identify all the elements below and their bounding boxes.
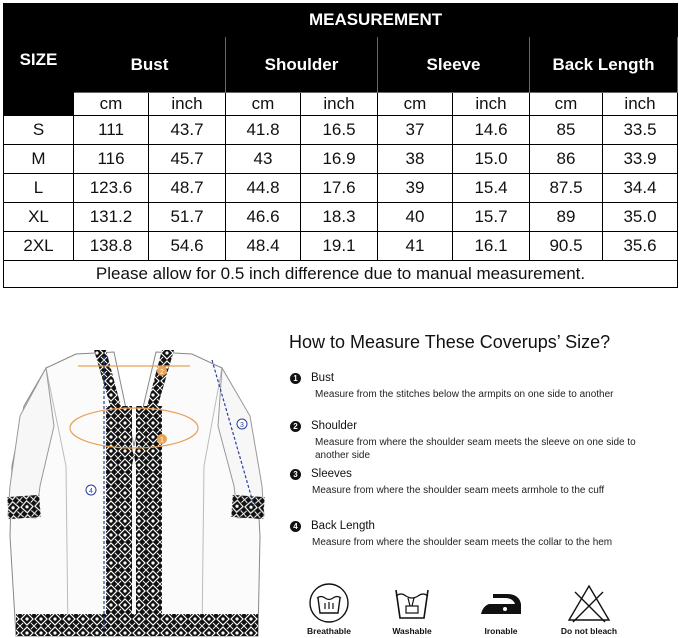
measurement-cell: 37: [378, 116, 453, 145]
measurement-cell: 39: [378, 174, 453, 203]
measurement-cell: 15.4: [453, 174, 530, 203]
marker-1: 1: [160, 437, 164, 444]
washing-tub-icon: [388, 582, 436, 624]
number-badge: 4: [290, 521, 301, 532]
measurement-cell: 41: [378, 232, 453, 261]
guide-item-bust: [290, 372, 675, 401]
measurement-cell: 15.0: [453, 145, 530, 174]
measurement-cell: 111: [74, 116, 149, 145]
measurement-cell: 45.7: [149, 145, 226, 174]
size-label: XL: [4, 203, 74, 232]
measurement-cell: 85: [530, 116, 603, 145]
guide-item-shoulder: [290, 420, 675, 462]
measurement-cell: 46.6: [226, 203, 301, 232]
guide-item-desc: Measure from where the shoulder seam meets armhole to the cuff: [312, 485, 605, 496]
guide-item-title: Back Length: [311, 520, 375, 532]
marker-2: 2: [160, 369, 164, 376]
table-row: [4, 203, 678, 232]
measurement-cell: 54.6: [149, 232, 226, 261]
measurement-cell: 87.5: [530, 174, 603, 203]
measurement-cell: 16.5: [301, 116, 378, 145]
table-row: [4, 232, 678, 261]
measurement-cell: 15.7: [453, 203, 530, 232]
guide-item-desc: Measure from the stitches below the armpits on one side to another: [315, 389, 614, 400]
size-label: 2XL: [4, 232, 74, 261]
care-label: Washable: [392, 626, 432, 636]
measurement-cell: 123.6: [74, 174, 149, 203]
measurement-cell: 48.7: [149, 174, 226, 203]
guide-item-back-length: [290, 520, 675, 549]
unit-header: cm: [74, 93, 149, 116]
measurement-cell: 43.7: [149, 116, 226, 145]
care-label: Do not bleach: [560, 626, 618, 636]
care-washable: [380, 582, 444, 636]
measurement-cell: 86: [530, 145, 603, 174]
unit-header: inch: [603, 93, 678, 116]
size-label: M: [4, 145, 74, 174]
unit-header: inch: [453, 93, 530, 116]
measurement-cell: 44.8: [226, 174, 301, 203]
measurement-cell: 131.2: [74, 203, 149, 232]
guide-item-title: Sleeves: [311, 468, 352, 480]
unit-header: cm: [378, 93, 453, 116]
size-label: L: [4, 174, 74, 203]
guide-item-desc: Measure from where the shoulder seam meets the collar to the hem: [312, 537, 613, 548]
unit-header: cm: [226, 93, 301, 116]
coverup-illustration: [6, 346, 268, 638]
measurement-note: Please allow for 0.5 inch difference due to manual measurement.: [4, 261, 678, 288]
measurement-cell: 18.3: [301, 203, 378, 232]
guide-item-sleeves: [290, 468, 675, 497]
number-badge: 1: [290, 373, 301, 384]
guide-item-title: Bust: [311, 372, 335, 384]
measurement-cell: 35.6: [603, 232, 678, 261]
measurement-cell: 116: [74, 145, 149, 174]
measurement-cell: 40: [378, 203, 453, 232]
size-chart-table: [3, 3, 678, 288]
no-bleach-triangle-icon: [565, 582, 613, 624]
care-label: Breathable: [307, 626, 351, 636]
unit-header: inch: [149, 93, 226, 116]
group-bust: Bust: [74, 37, 226, 93]
number-badge: 3: [290, 469, 301, 480]
measurement-cell: 89: [530, 203, 603, 232]
measurement-cell: 43: [226, 145, 301, 174]
table-row: [4, 174, 678, 203]
group-sleeve: Sleeve: [378, 37, 530, 93]
hand-wash-tub-icon: [305, 582, 353, 624]
number-badge: 2: [290, 421, 301, 432]
measurement-title: MEASUREMENT: [74, 4, 678, 37]
unit-header: inch: [301, 93, 378, 116]
measurement-cell: 34.4: [603, 174, 678, 203]
measurement-cell: 19.1: [301, 232, 378, 261]
table-row: [4, 145, 678, 174]
marker-4: 4: [89, 488, 93, 495]
measurement-cell: 48.4: [226, 232, 301, 261]
care-ironable: [469, 582, 533, 636]
table-row: [4, 116, 678, 145]
group-back-length: Back Length: [530, 37, 678, 93]
guide-item-desc: Measure from where the shoulder seam meets the sleeve on one side to another side: [315, 437, 636, 461]
measurement-cell: 51.7: [149, 203, 226, 232]
care-label: Ironable: [484, 626, 518, 636]
measurement-cell: 90.5: [530, 232, 603, 261]
marker-3: 3: [240, 422, 244, 429]
measurement-cell: 14.6: [453, 116, 530, 145]
measurement-cell: 138.8: [74, 232, 149, 261]
size-label: S: [4, 116, 74, 145]
measurement-cell: 35.0: [603, 203, 678, 232]
measurement-cell: 16.9: [301, 145, 378, 174]
guide-title: How to Measure These Coverups’ Size?: [289, 332, 611, 352]
measurement-cell: 16.1: [453, 232, 530, 261]
size-header: SIZE: [4, 4, 74, 116]
care-do-not-bleach: [557, 582, 621, 636]
guide-item-title: Shoulder: [311, 420, 358, 432]
measurement-cell: 33.9: [603, 145, 678, 174]
unit-header: cm: [530, 93, 603, 116]
iron-icon: [475, 582, 527, 624]
group-shoulder: Shoulder: [226, 37, 378, 93]
care-breathable: [297, 582, 361, 636]
measurement-cell: 33.5: [603, 116, 678, 145]
measurement-cell: 41.8: [226, 116, 301, 145]
measurement-cell: 17.6: [301, 174, 378, 203]
measurement-cell: 38: [378, 145, 453, 174]
